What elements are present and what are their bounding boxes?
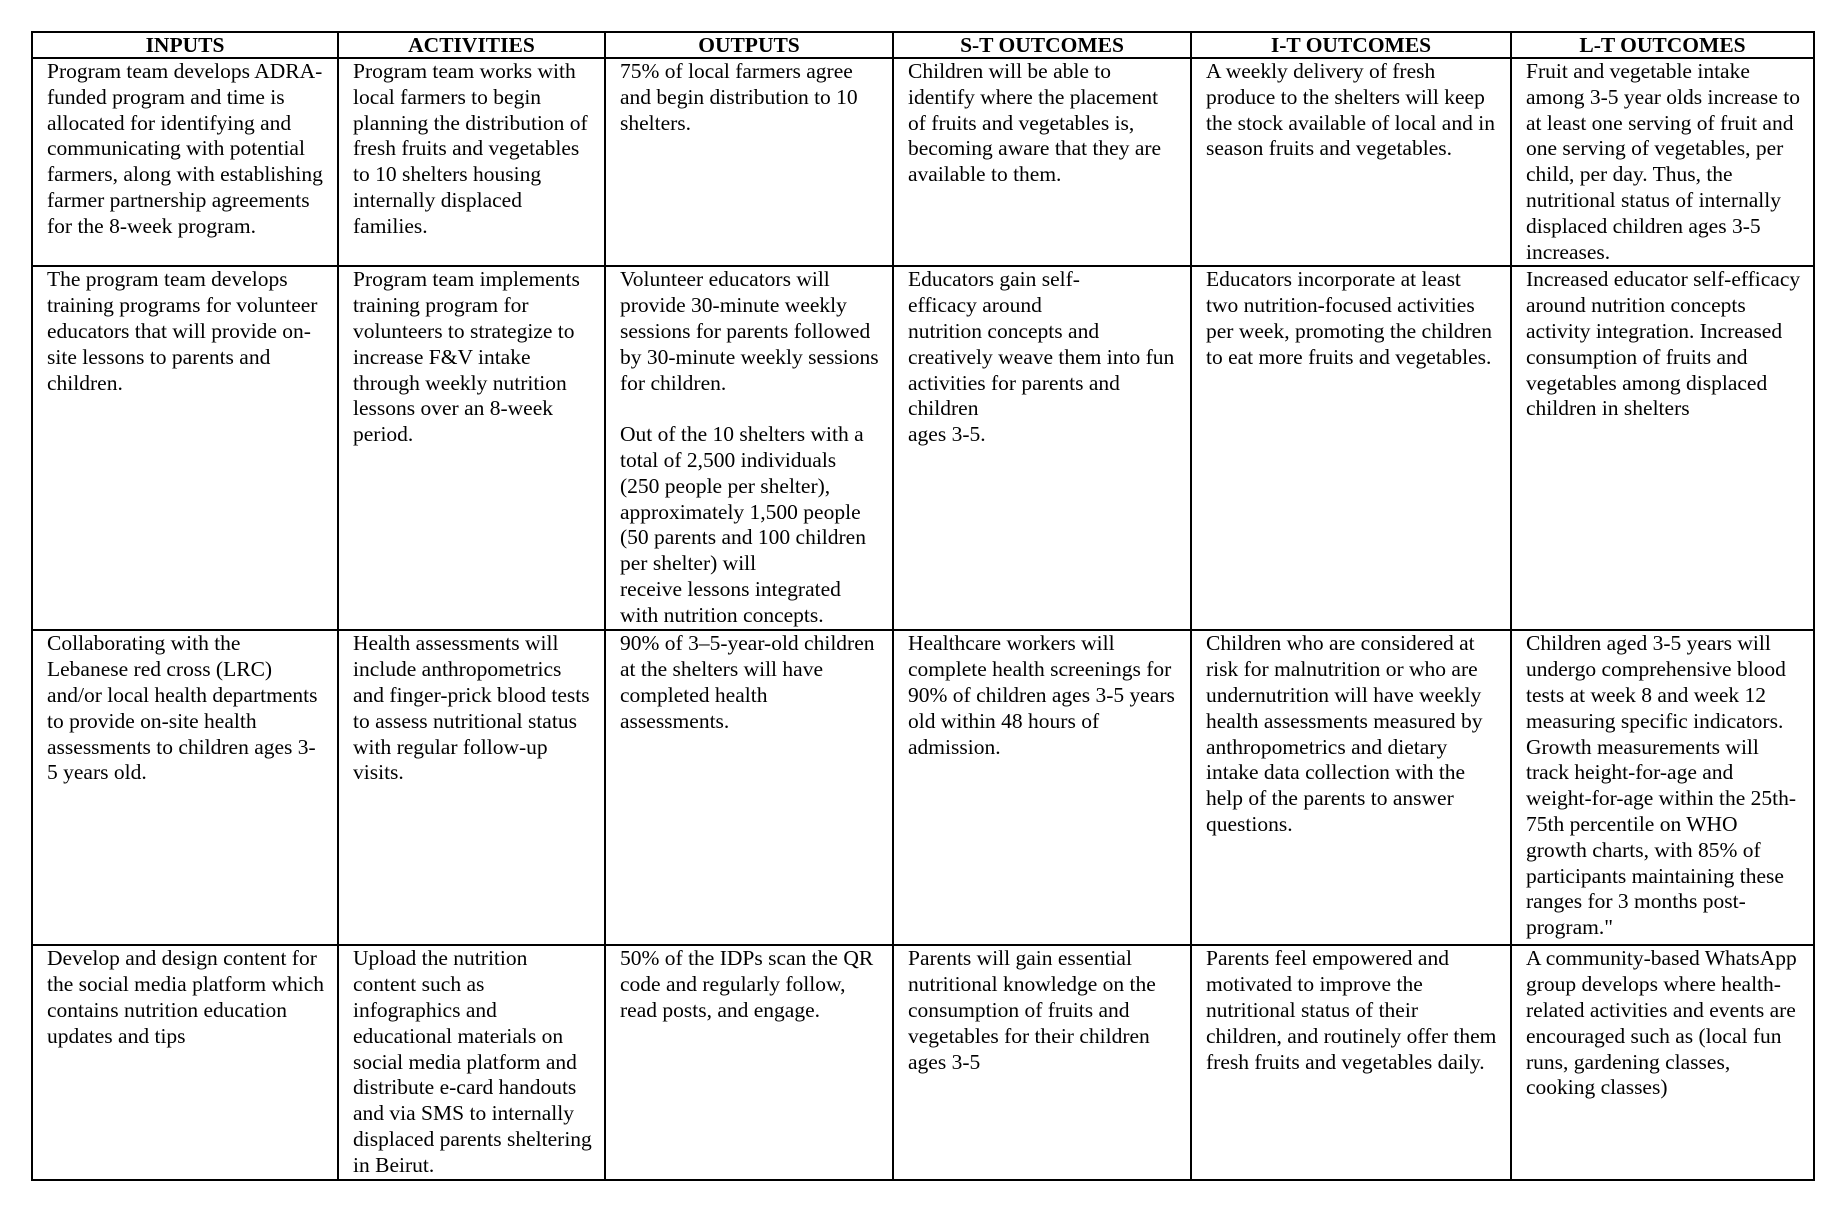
cell-inputs <box>32 58 338 266</box>
cell-it-outcomes <box>1191 58 1511 266</box>
header-st-outcomes: S-T OUTCOMES <box>893 32 1191 58</box>
cell-activities <box>338 58 605 266</box>
cell-text: Increased educator self-efficacy around nutrition concepts activity integration. Increased consumption of fruits and vegetables among displaced children in shelters <box>1526 267 1801 421</box>
cell-activities <box>338 630 605 945</box>
cell-text: Fruit and vegetable intake among 3-5 year olds increase to at least one serving of fruit and one serving of vegetables, per child, per day. Thus, the nutritional status of internally displaced children ages 3-5 increases. <box>1526 59 1801 264</box>
cell-text: Upload the nutrition content such as infographics and educational materials on social media platform and distribute e-card handouts and via SMS to internally displaced parents sheltering in Beirut. <box>353 946 592 1177</box>
cell-outputs <box>605 58 893 266</box>
cell-text: Parents feel empowered and motivated to improve the nutritional status of their children, and routinely offer them fresh fruits and vegetables daily. <box>1206 946 1497 1074</box>
cell-lt-outcomes <box>1511 266 1814 630</box>
cell-text: Health assessments will include anthropometrics and finger-prick blood tests to assess nutritional status with regular follow-up visits. <box>353 631 590 785</box>
cell-text: Collaborating with the Lebanese red cross (LRC) and/or local health departments to provide on-site health assessments to children ages 3-5 years old. <box>47 631 318 785</box>
cell-text: 90% of 3–5-year-old children at the shelters will have completed health assessments. <box>620 631 875 733</box>
cell-outputs <box>605 266 893 630</box>
cell-text: Healthcare workers will complete health screenings for 90% of children ages 3-5 years old within 48 hours of admission. <box>908 631 1175 759</box>
cell-text: Program team develops ADRA-funded program and time is allocated for identifying and communicating with potential farmers, along with establishing farmer partnership agreements for the 8-week program. <box>47 59 323 238</box>
cell-st-outcomes <box>893 58 1191 266</box>
table-row <box>32 58 1814 266</box>
cell-it-outcomes <box>1191 266 1511 630</box>
cell-inputs <box>32 266 338 630</box>
header-activities: ACTIVITIES <box>338 32 605 58</box>
cell-text: Educators incorporate at least two nutrition-focused activities per week, promoting the children to eat more fruits and vegetables. <box>1206 267 1492 369</box>
table-row <box>32 630 1814 945</box>
cell-text: Parents will gain essential nutritional knowledge on the consumption of fruits and vegetables for their children ages 3-5 <box>908 946 1156 1074</box>
cell-text: Children aged 3-5 years will undergo comprehensive blood tests at week 8 and week 12 measuring specific indicators. Growth measurements will track height-for-age and weight-for-age within the 25th-75th percentile on WHO growth charts, with 85% of participants maintaining these ranges for 3 months post-program." <box>1526 631 1797 940</box>
cell-text: Volunteer educators will provide 30-minute weekly sessions for parents followed by 30-minute weekly sessions for children. Out of the 10 shelters with a total of 2,500 individuals (250 people per shelter), approximately 1,500 people (50 parents and 100 children per shelter) will receive lessons integrated with nutrition concepts. <box>620 267 879 627</box>
cell-outputs <box>605 945 893 1179</box>
header-it-outcomes: I-T OUTCOMES <box>1191 32 1511 58</box>
cell-activities <box>338 266 605 630</box>
cell-lt-outcomes <box>1511 630 1814 945</box>
cell-text: Educators gain self- efficacy around nutrition concepts and creatively weave them into fun activities for parents and children ages 3-5. <box>908 267 1175 447</box>
cell-it-outcomes <box>1191 945 1511 1179</box>
header-lt-outcomes: L-T OUTCOMES <box>1511 32 1814 58</box>
cell-text: Develop and design content for the social media platform which contains nutrition education updates and tips <box>47 946 325 1048</box>
header-row <box>32 32 1814 58</box>
cell-text: A weekly delivery of fresh produce to the shelters will keep the stock available of local and in season fruits and vegetables. <box>1206 59 1495 161</box>
cell-text: Program team implements training program for volunteers to strategize to increase F&V intake through weekly nutrition lessons over an 8-week period. <box>353 267 580 447</box>
cell-it-outcomes <box>1191 630 1511 945</box>
cell-st-outcomes <box>893 945 1191 1179</box>
cell-lt-outcomes <box>1511 58 1814 266</box>
table-row <box>32 266 1814 630</box>
cell-text: Children who are considered at risk for malnutrition or who are undernutrition will have weekly health assessments measured by anthropometrics and dietary intake data collection with the help of the parents to answer questions. <box>1206 631 1483 836</box>
logic-model-table <box>31 31 1815 1181</box>
cell-text: Program team works with local farmers to begin planning the distribution of fresh fruits and vegetables to 10 shelters housing internally displaced families. <box>353 59 588 238</box>
cell-inputs <box>32 945 338 1179</box>
cell-inputs <box>32 630 338 945</box>
cell-text: A community-based WhatsApp group develops where health-related activities and events are encouraged such as (local fun runs, gardening classes, cooking classes) <box>1526 946 1797 1100</box>
cell-text: The program team develops training programs for volunteer educators that will provide on-site lessons to parents and children. <box>47 267 318 395</box>
cell-text: 50% of the IDPs scan the QR code and regularly follow, read posts, and engage. <box>620 946 874 1022</box>
cell-st-outcomes <box>893 266 1191 630</box>
cell-text: Children will be able to identify where the placement of fruits and vegetables is, becoming aware that they are available to them. <box>908 59 1162 187</box>
cell-lt-outcomes <box>1511 945 1814 1179</box>
table-row <box>32 945 1814 1179</box>
cell-activities <box>338 945 605 1179</box>
cell-outputs <box>605 630 893 945</box>
header-inputs: INPUTS <box>32 32 338 58</box>
cell-text: 75% of local farmers agree and begin distribution to 10 shelters. <box>620 59 858 135</box>
header-outputs: OUTPUTS <box>605 32 893 58</box>
cell-st-outcomes <box>893 630 1191 945</box>
